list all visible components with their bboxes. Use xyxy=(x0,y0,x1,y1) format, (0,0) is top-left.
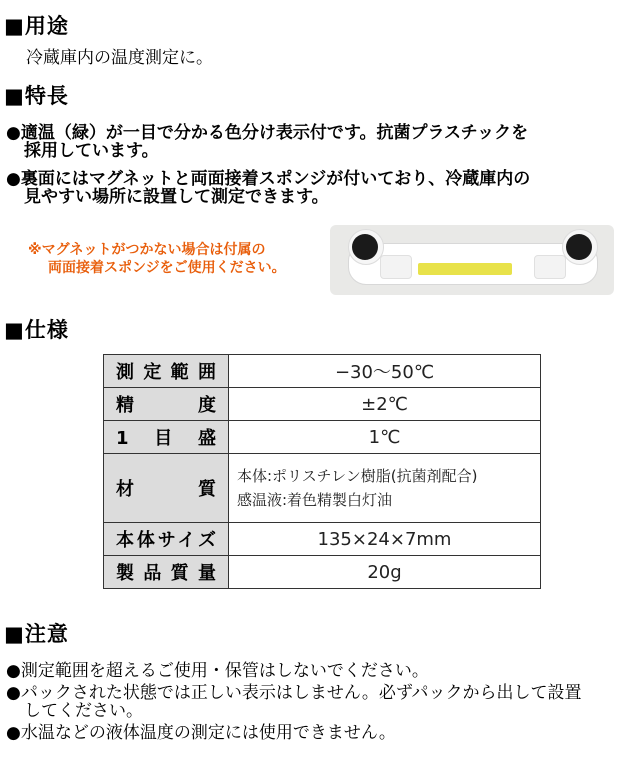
spec-row-scale xyxy=(104,421,541,454)
magnet-note-line-1: ※マグネットがつかない場合は付属の xyxy=(28,242,266,258)
magnet-note-line-2: 両面接着スポンジをご使用ください。 xyxy=(48,260,286,276)
specs-title: ■仕様 xyxy=(4,318,69,342)
caution-bullet-1: ●測定範囲を超えるご使用・保管はしないでください。 xyxy=(6,661,429,681)
magnet-left-icon xyxy=(352,234,378,260)
spec-row-material xyxy=(104,454,541,523)
spec-row-weight xyxy=(104,556,541,589)
thermometer-indicator-strip xyxy=(418,263,512,275)
spec-value-range: −30〜50℃ xyxy=(229,355,541,388)
caution-bullet-2-line-2: してください。 xyxy=(24,701,143,721)
magnet-right-icon xyxy=(566,234,592,260)
spec-label-material: 材 質 xyxy=(104,454,229,523)
spec-label-weight: 製品質量 xyxy=(104,556,229,589)
spec-label-accuracy: 精 度 xyxy=(104,388,229,421)
caution-bullet-2-line-1: ●パックされた状態では正しい表示はしません。必ずパックから出して設置 xyxy=(6,683,582,703)
spec-value-material-line-2: 感温液:着色精製白灯油 xyxy=(237,491,393,509)
feature-bullet-1-line-2: 採用しています。 xyxy=(24,141,159,161)
feature-bullet-2-line-2: 見やすい場所に設置して測定できます。 xyxy=(24,187,329,207)
spec-row-size xyxy=(104,523,541,556)
spec-value-size: 135×24×7mm xyxy=(229,523,541,556)
spec-row-range xyxy=(104,355,541,388)
spec-value-material xyxy=(229,454,541,523)
spec-value-accuracy: ±2℃ xyxy=(229,388,541,421)
feature-bullet-1-line-1: ●適温（緑）が一目で分かる色分け表示付です。抗菌プラスチックを xyxy=(6,123,529,143)
spec-value-scale: 1℃ xyxy=(229,421,541,454)
features-title: ■特長 xyxy=(4,84,69,108)
usage-text: 冷蔵庫内の温度測定に。 xyxy=(26,48,213,68)
usage-title: ■用途 xyxy=(4,14,69,38)
spec-label-size: 本体サイズ xyxy=(104,523,229,556)
spec-value-material-line-1: 本体:ポリスチレン樹脂(抗菌剤配合) xyxy=(237,467,478,485)
thermometer-product-image xyxy=(330,225,614,295)
spec-value-weight: 20g xyxy=(229,556,541,589)
spec-table xyxy=(103,354,541,589)
spec-row-accuracy xyxy=(104,388,541,421)
thermometer-left-pad xyxy=(380,255,412,279)
feature-bullet-2-line-1: ●裏面にはマグネットと両面接着スポンジが付いており、冷蔵庫内の xyxy=(6,169,531,189)
caution-bullet-3: ●水温などの液体温度の測定には使用できません。 xyxy=(6,723,396,743)
thermometer-right-pad xyxy=(534,255,566,279)
caution-title: ■注意 xyxy=(4,622,69,646)
magnet-note xyxy=(28,241,286,277)
spec-label-range: 測定範囲 xyxy=(104,355,229,388)
spec-label-scale: 1目盛 xyxy=(104,421,229,454)
